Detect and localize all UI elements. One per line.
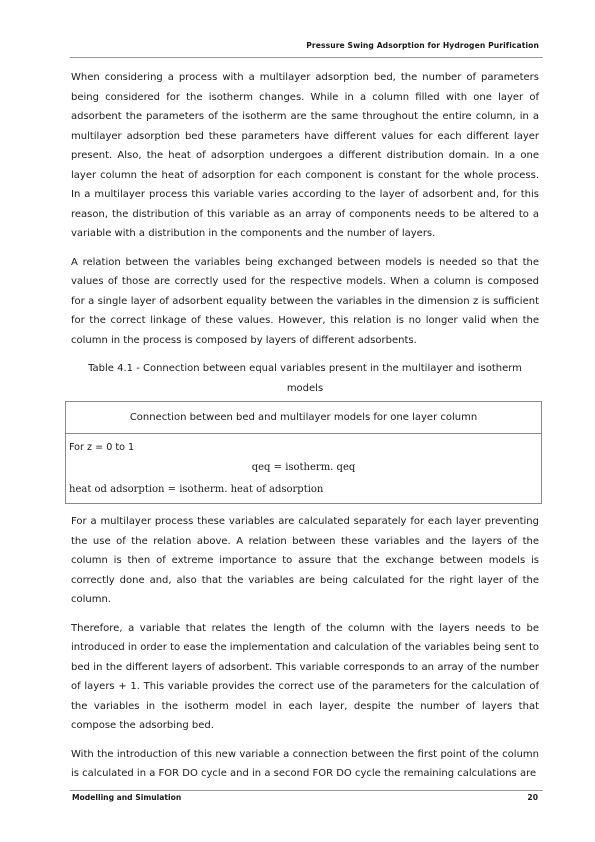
running-header: Pressure Swing Adsorption for Hydrogen Purification [306,41,539,50]
table-caption: Table 4.1 - Connection between equal variables present in the multilayer and isotherm models [88,363,522,394]
paragraph-new-variable: Therefore, a variable that relates the length of the column with the layers needs to be introduced in order to ease the implementation and calculation of the variables being sent to bed in the different layers of adsorbent. This variable corresponds to an array of the number of layers + 1. This variable provides the correct use of the parameters for the calculation of the variables in the isotherm model in each layer, despite the number of layers that compose the adsorbing bed. [71,622,539,731]
running-footer: Modelling and Simulation [72,793,182,802]
equation-qeq: qeq = isotherm. qeq [251,462,356,473]
paragraph-variable-relation: A relation between the variables being exchanged between models is needed so that the values of those are correctly used for the respective models. When a column is composed for a single layer of adsorbent equality between the variables in the dimension z is sufficient for the correct linkage of these values. However, this relation is no longer valid when the column in the process is composed by layers of different adsorbents. [71,256,539,346]
table-heading: Connection between bed and multilayer models for one layer column [66,402,542,434]
paragraph-multilayer-parameters: When considering a process with a multilayer adsorption bed, the number of parameters being considered for the isotherm changes. While in a column filled with one layer of adsorbent the parameters of the isotherm are the same throughout the entire column, in a multilayer adsorption bed these parameters have different values for each different layer present. Also, the heat of adsorption undergoes a different distribution domain. In a one layer column the heat of adsorption for each component is constant for the whole process. In a multilayer process this variable varies according to the layer of adsorbent and, for this reason, the distribution of this variable as an array of components needs to be altered to a variable with a distribution in the components and the number of layers. [71,72,539,239]
header-divider [70,57,543,58]
page-number: 20 [527,793,538,802]
equation-heat-of-adsorption: heat od adsorption = isotherm. heat of adsorption [69,484,324,495]
paragraph-for-do-cycle: With the introduction of this new variable a connection between the first point of the column is calculated in a FOR DO cycle and in a second FOR DO cycle the remaining calculations are [71,748,539,779]
page-body [71,68,539,793]
table-content-cell [66,434,542,504]
footer-divider [70,790,543,791]
connection-table [65,401,542,504]
loop-condition: For z = 0 to 1 [69,442,135,453]
paragraph-multilayer-process: For a multilayer process these variables are calculated separately for each layer preventing the use of the relation above. A relation between these variables and the layers of the column is then of extreme importance to assure that the exchange between models is correctly done and, also that the variables are being calculated for the right layer of the column. [71,516,539,605]
